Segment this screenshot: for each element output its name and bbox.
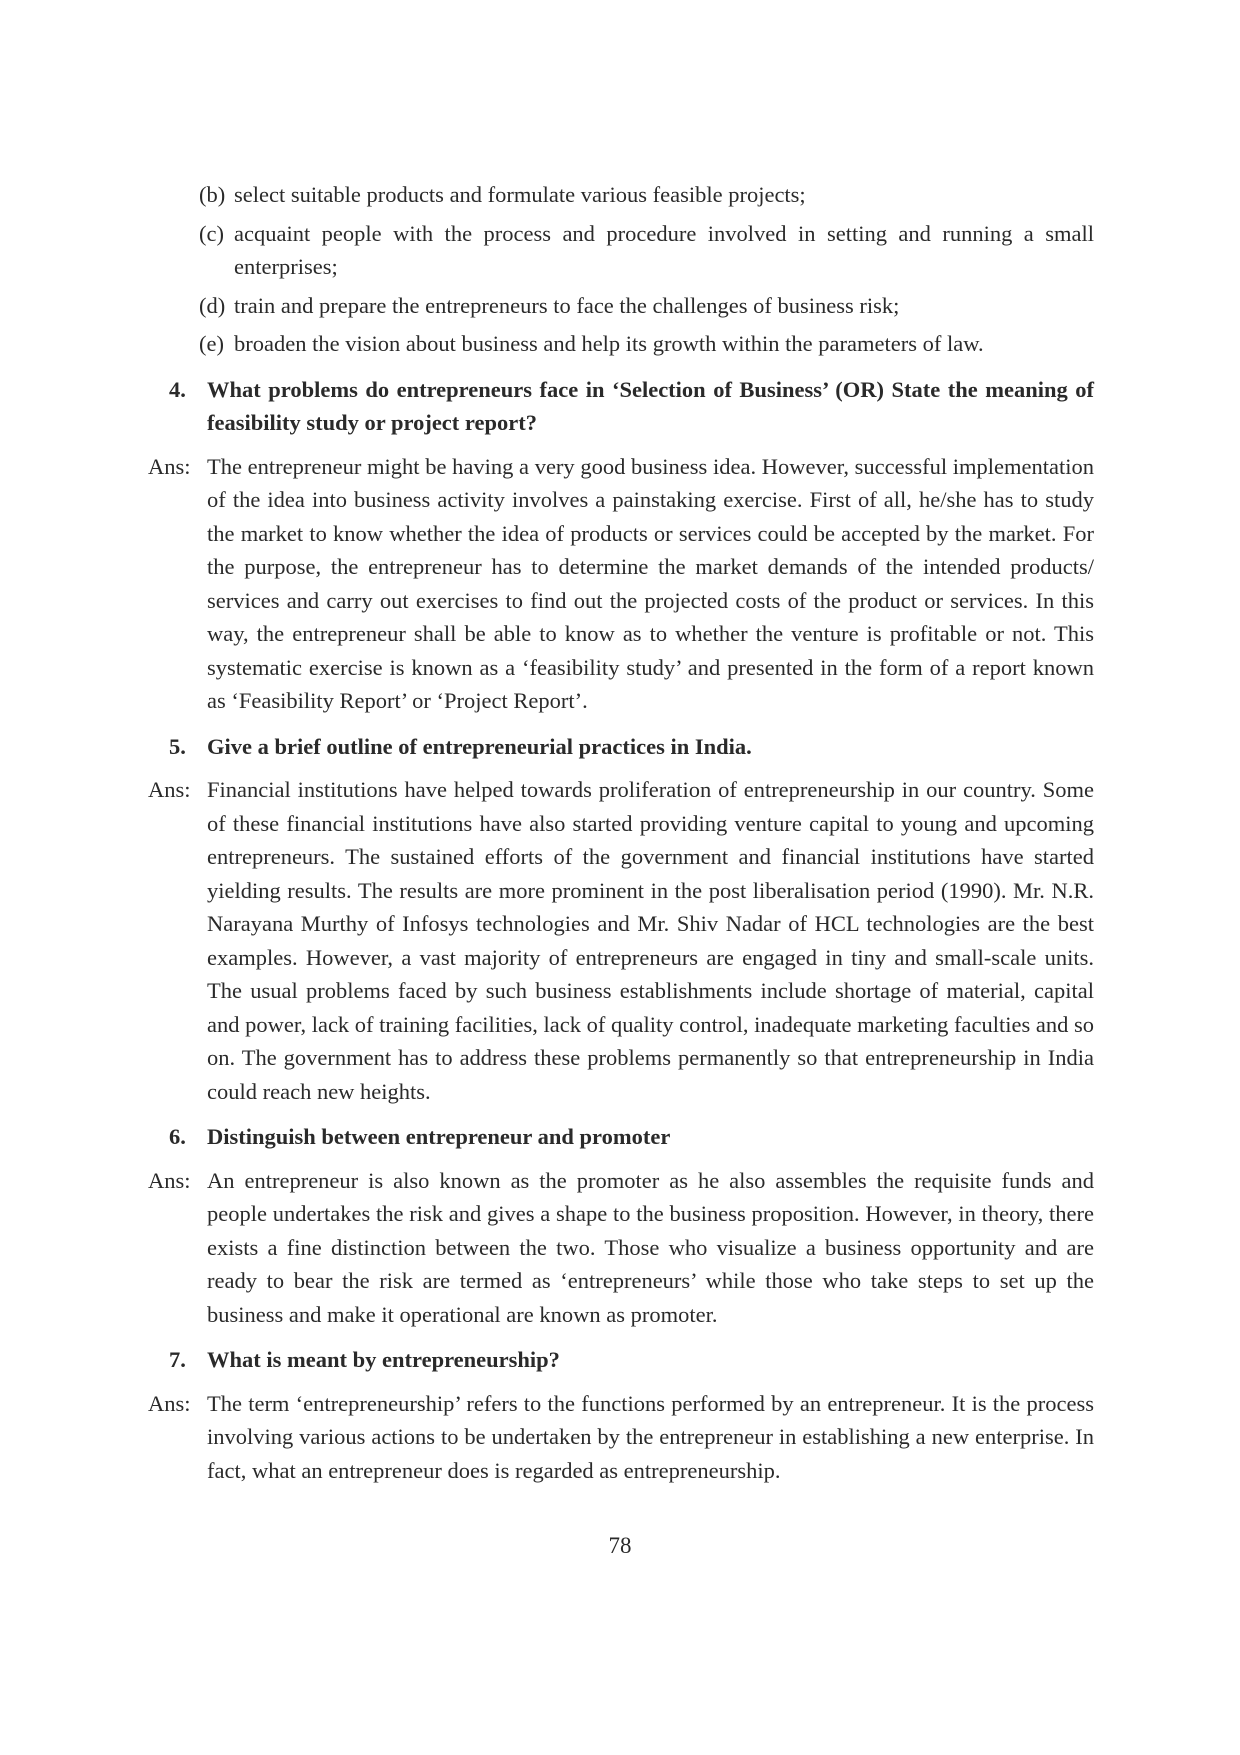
question-number: 6. bbox=[169, 1124, 186, 1149]
list-text: select suitable products and formulate various feasible projects; bbox=[234, 182, 806, 207]
answer-text: An entrepreneur is also known as the promoter as he also assembles the requisite funds and people undertakes the risk and gives a shape to the business proposition. However, in theory, there exists a fine distinction between the two. Those who visualize a business opportunity and are ready to bear the risk are termed as ‘entrepreneurs’ while those who take steps to set up the business and make it operational are known as promoter. bbox=[207, 1167, 1094, 1327]
question-text: Distinguish between entrepreneur and promoter bbox=[207, 1124, 671, 1149]
list-item bbox=[148, 327, 1094, 361]
answer-7 bbox=[148, 1387, 1094, 1488]
answer-label: Ans: bbox=[148, 453, 191, 479]
answer-6 bbox=[148, 1164, 1094, 1332]
list-text: acquaint people with the process and procedure involved in setting and running a small enterprises; bbox=[234, 220, 1094, 279]
list-marker: (e) bbox=[199, 331, 224, 356]
question-4 bbox=[148, 373, 1094, 440]
answer-label: Ans: bbox=[148, 1167, 191, 1193]
answer-4 bbox=[148, 450, 1094, 718]
answer-text: The entrepreneur might be having a very good business idea. However, successful implementation of the idea into business activity involves a painstaking exercise. First of all, he/she has to study the market to know whether the idea of products or services could be accepted by the market. For the purpose, the entrepreneur has to determine the market demands of the intended products/ services and carry out exercises to find out the projected costs of the product or services. In this way, the entrepreneur shall be able to know as to whether the venture is profitable or not. This systematic exercise is known as a ‘feasibility study’ and presented in the form of a report known as ‘Feasibility Report’ or ‘Project Report’. bbox=[207, 453, 1094, 713]
list-item bbox=[148, 289, 1094, 323]
answer-label: Ans: bbox=[148, 777, 191, 802]
question-text: What is meant by entrepreneurship? bbox=[207, 1347, 560, 1372]
question-number: 4. bbox=[169, 376, 186, 402]
page-number: 78 bbox=[608, 1533, 632, 1558]
answer-text: Financial institutions have helped towards proliferation of entrepreneurship in our country. Some of these financial institutions have also started providing venture capital to young and upcoming entrepreneurs. The sustained efforts of the government and financial institutions have started yielding results. The results are more prominent in the post liberalisation period (1990). Mr. N.R. Narayana Murthy of Infosys technologies and Mr. Shiv Nadar of HCL technologies are the best examples. However, a vast majority of entrepreneurs are engaged in tiny and small-scale units. The usual problems faced by such business establishments include shortage of material, capital and power, lack of training facilities, lack of quality control, inadequate marketing faculties and so on. The government has to address these problems permanently so that entrepreneurship in India could reach new heights. bbox=[207, 777, 1094, 1104]
question-text: Give a brief outline of entrepreneurial practices in India. bbox=[207, 733, 752, 759]
list-text: train and prepare the entrepreneurs to face the challenges of business risk; bbox=[234, 292, 900, 318]
answer-5 bbox=[148, 773, 1094, 1108]
answer-label: Ans: bbox=[148, 1390, 191, 1416]
question-text: What problems do entrepreneurs face in ‘Selection of Business’ (OR) State the meaning of feasibility study or project report? bbox=[207, 376, 1094, 435]
list-marker: (d) bbox=[199, 292, 226, 318]
question-number: 7. bbox=[169, 1347, 186, 1372]
list-item bbox=[148, 178, 1094, 212]
question-5 bbox=[148, 730, 1094, 764]
page-content bbox=[148, 178, 1094, 1493]
question-7 bbox=[148, 1343, 1094, 1377]
list-marker: (b) bbox=[199, 182, 226, 207]
question-6 bbox=[148, 1120, 1094, 1154]
list-item bbox=[148, 217, 1094, 284]
list-marker: (c) bbox=[199, 220, 224, 246]
question-number: 5. bbox=[169, 733, 186, 759]
answer-text: The term ‘entrepreneurship’ refers to the functions performed by an entrepreneur. It is the process involving various actions to be undertaken by the entrepreneur in establishing a new enterprise. In fact, what an entrepreneur does is regarded as entrepreneurship. bbox=[207, 1390, 1094, 1483]
list-text: broaden the vision about business and help its growth within the parameters of law. bbox=[234, 331, 984, 356]
